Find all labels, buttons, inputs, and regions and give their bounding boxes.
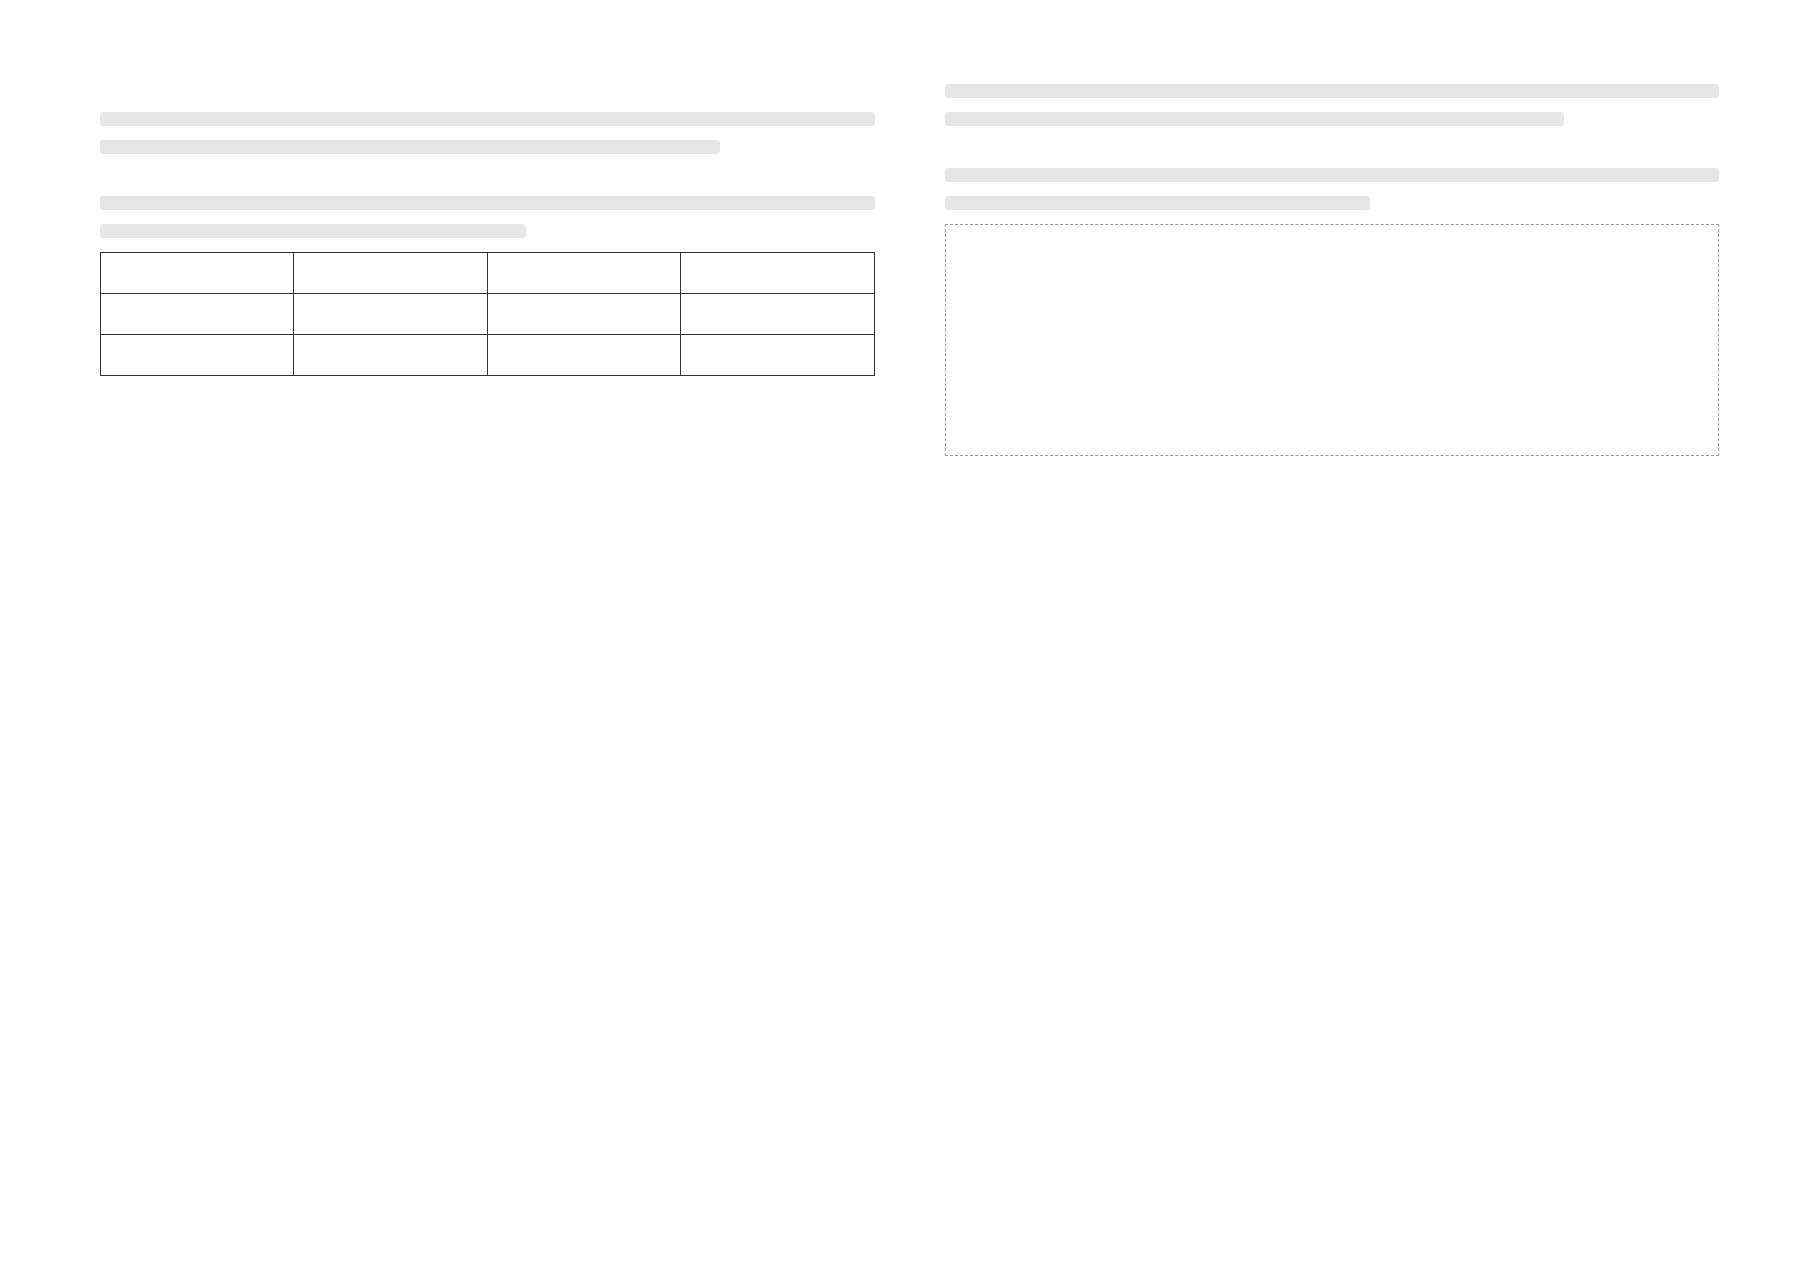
table-cell [681, 335, 874, 376]
answer-options [945, 522, 1720, 532]
table-cell [294, 335, 487, 376]
text-line-placeholder [100, 224, 526, 238]
text-line-placeholder [945, 112, 1565, 126]
text-line-placeholder [100, 140, 720, 154]
table-cell [101, 335, 294, 376]
diagram-placeholder [945, 224, 1720, 456]
table-cell [294, 253, 487, 294]
table-cell [101, 253, 294, 294]
answer-options [945, 484, 1720, 494]
right-column [945, 70, 1720, 1216]
text-line-placeholder [100, 112, 875, 126]
table-row [101, 294, 875, 335]
table-cell [487, 335, 680, 376]
table-cell [487, 294, 680, 335]
text-line-placeholder [945, 168, 1720, 182]
table-cell [294, 294, 487, 335]
text-line-placeholder [945, 196, 1371, 210]
table-cell [681, 294, 874, 335]
answer-options [100, 404, 875, 414]
data-table [100, 252, 875, 376]
table-row [101, 253, 875, 294]
table-row [101, 335, 875, 376]
table-cell [487, 253, 680, 294]
text-line-placeholder [945, 84, 1720, 98]
table-cell [681, 253, 874, 294]
left-column [100, 70, 875, 1216]
table-cell [101, 294, 294, 335]
page-columns [100, 70, 1719, 1216]
text-line-placeholder [100, 196, 875, 210]
